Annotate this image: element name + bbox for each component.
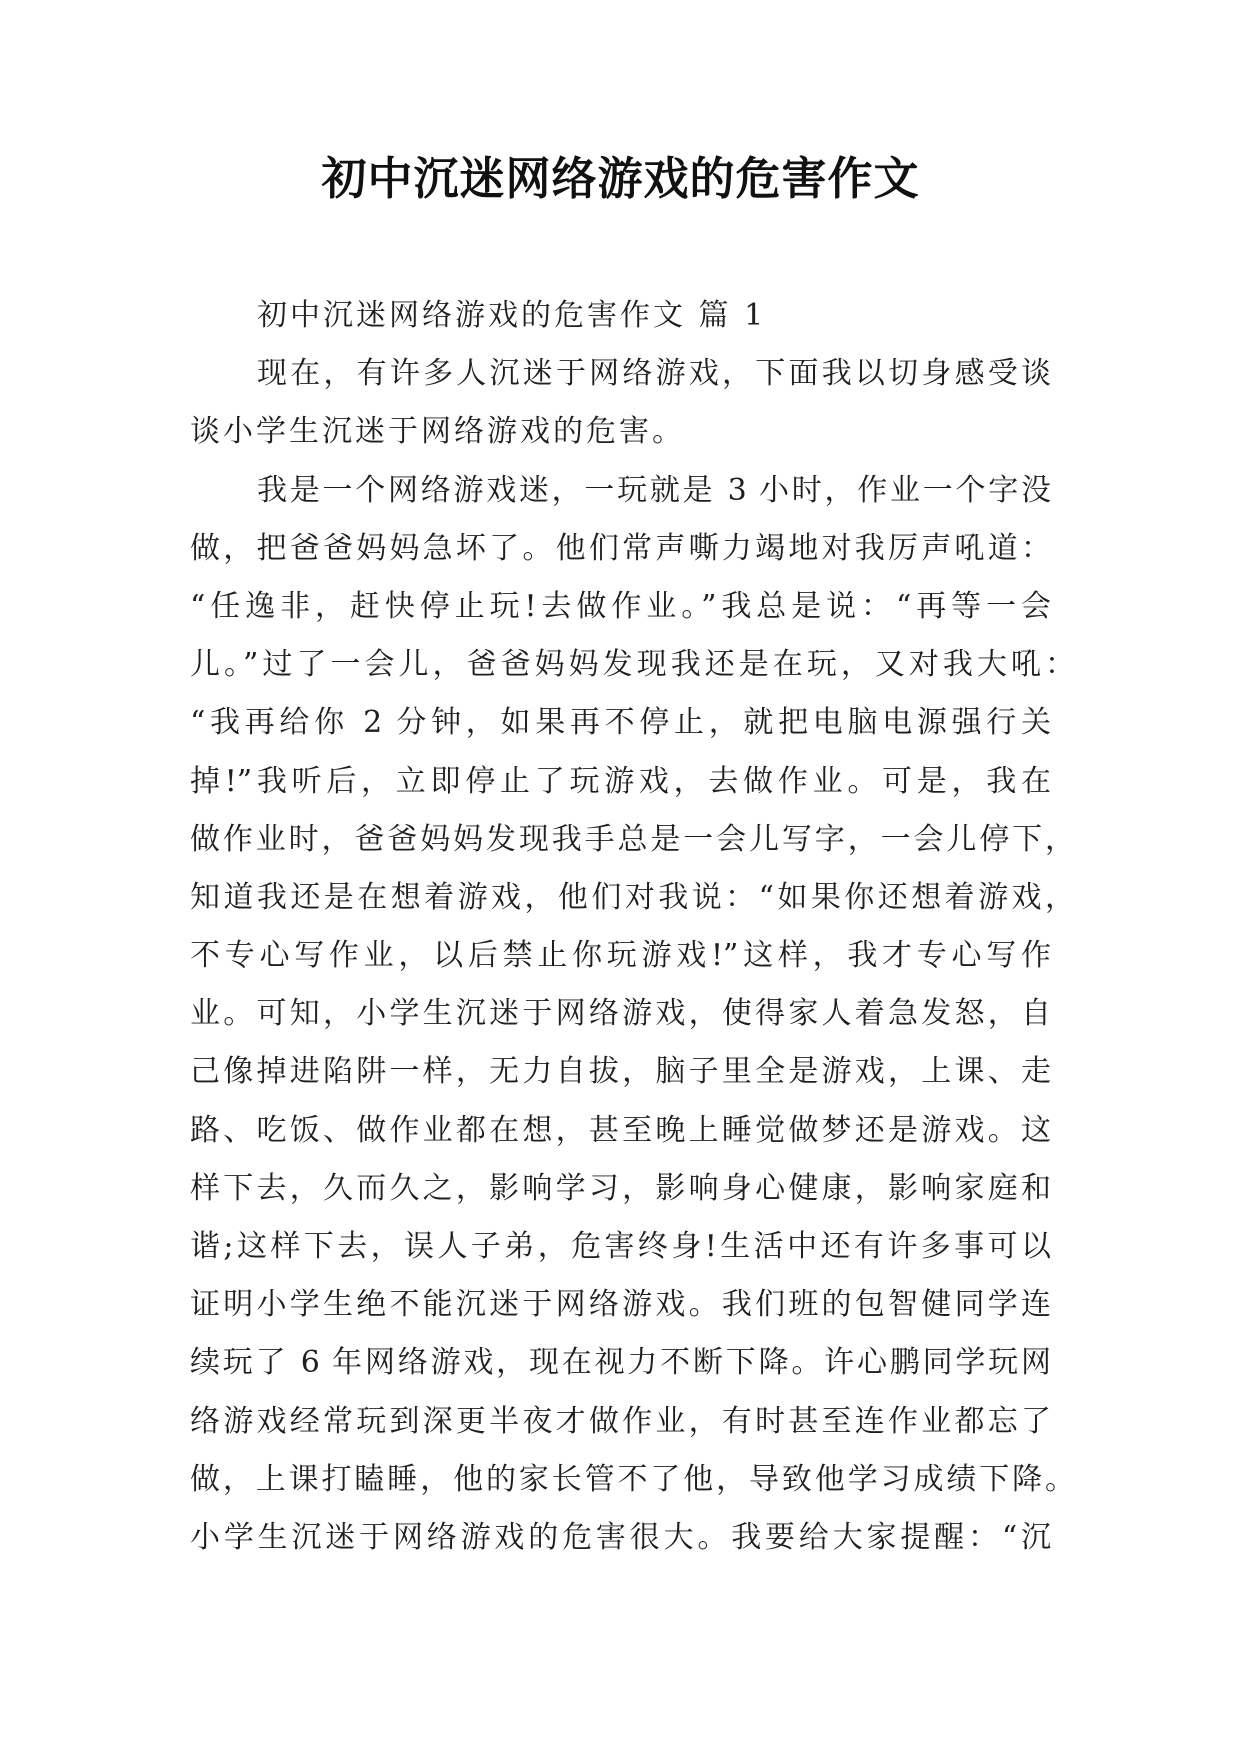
text-line: “我再给你 2 分钟，如果再不停止，就把电脑电源强行关 (190, 705, 1051, 741)
text-line: 样下去，久而久之，影响学习，影响身心健康，影响家庭和 (190, 1170, 1051, 1206)
text-line: 谈小学生沉迷于网络游戏的危害。 (190, 414, 685, 450)
text-line: 知道我还是在想着游戏，他们对我说：“如果你还想着游戏， (190, 879, 1075, 915)
text-line: 续玩了 6 年网络游戏，现在视力不断下降。许心鹏同学玩网 (190, 1345, 1051, 1381)
text-line: 做作业时，爸爸妈妈发现我手总是一会儿写字，一会儿停下， (190, 821, 1075, 857)
document-body (190, 287, 1075, 1567)
text-line: 掉!”我听后，立即停止了玩游戏，去做作业。可是，我在 (190, 763, 1051, 799)
text-line: 现在，有许多人沉迷于网络游戏，下面我以切身感受谈 (257, 356, 1051, 392)
text-line: 证明小学生绝不能沉迷于网络游戏。我们班的包智健同学连 (190, 1287, 1051, 1323)
text-line: 做，上课打瞌睡，他的家长管不了他，导致他学习成绩下降。 (190, 1461, 1075, 1497)
section-heading: 初中沉迷网络游戏的危害作文 篇 1 (257, 298, 767, 333)
text-line: 儿。”过了一会儿，爸爸妈妈发现我还是在玩，又对我大吼： (190, 647, 1075, 683)
text-line: 不专心写作业，以后禁止你玩游戏!”这样，我才专心写作 (190, 938, 1051, 974)
text-line: “任逸非，赶快停止玩!去做作业。”我总是说：“再等一会 (190, 588, 1051, 624)
paragraph (190, 462, 1075, 1568)
text-line: 己像掉进陷阱一样，无力自拔，脑子里全是游戏，上课、走 (190, 1054, 1051, 1090)
text-line: 络游戏经常玩到深更半夜才做作业，有时甚至连作业都忘了 (190, 1403, 1051, 1439)
text-line: 业。可知，小学生沉迷于网络游戏，使得家人着急发怒，自 (190, 996, 1051, 1032)
text-line: 做，把爸爸妈妈急坏了。他们常声嘶力竭地对我厉声吼道： (190, 530, 1051, 566)
paragraph (190, 345, 1051, 461)
text-line: 小学生沉迷于网络游戏的危害很大。我要给大家提醒：“沉 (190, 1519, 1051, 1555)
text-line: 谐;这样下去，误人子弟，危害终身!生活中还有许多事可以 (190, 1229, 1051, 1264)
text-line: 路、吃饭、做作业都在想，甚至晚上睡觉做梦还是游戏。这 (190, 1112, 1051, 1148)
text-line: 我是一个网络游戏迷，一玩就是 3 小时，作业一个字没 (257, 472, 1051, 508)
page-title: 初中沉迷网络游戏的危害作文 (321, 152, 920, 205)
